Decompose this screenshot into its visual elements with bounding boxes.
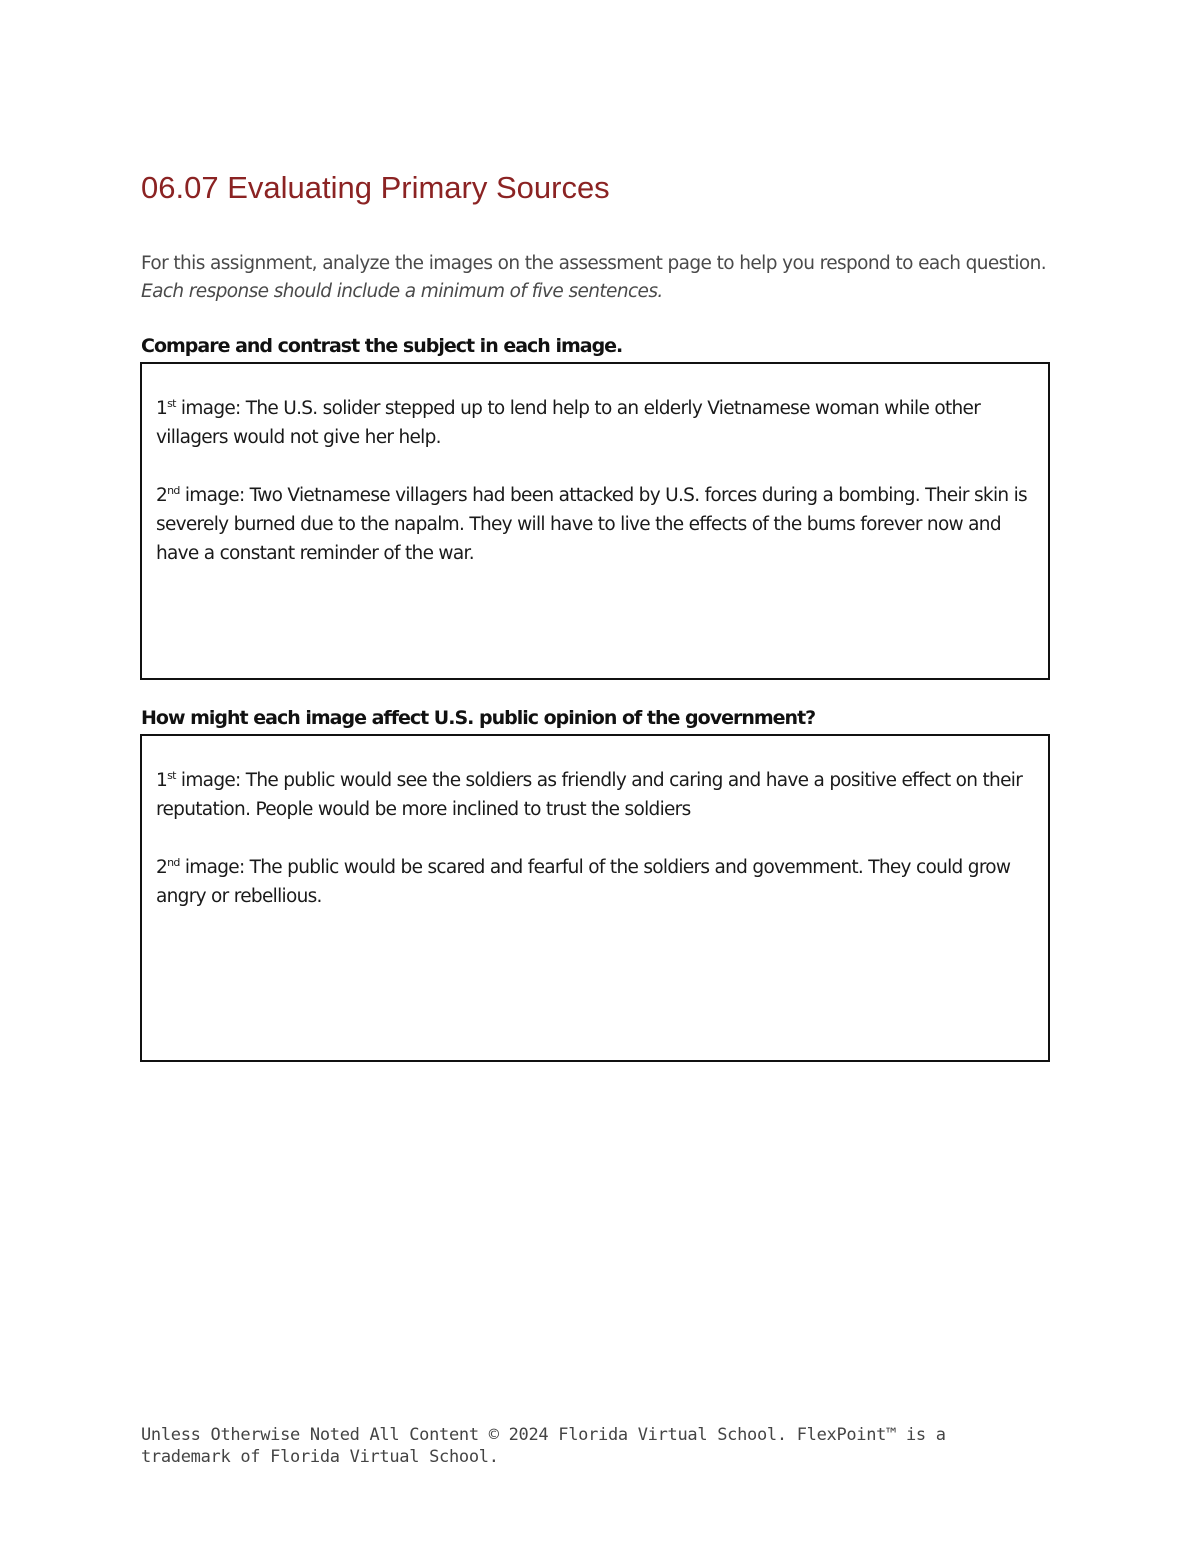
question-1: Compare and contrast the subject in each image. (141, 335, 623, 357)
answer-2-first-image (156, 766, 1034, 824)
answer-text: image: The public would see the soldiers as friendly and caring and have a positive effect on their reputation. People would be more inclined to trust the soldiers (156, 770, 1023, 820)
page-title: 06.07 Evaluating Primary Sources (141, 170, 610, 205)
ordinal-number: 1 (156, 770, 168, 791)
instructions-italic: Each response should include a minimum of five sentences. (141, 281, 663, 302)
ordinal-number: 2 (156, 857, 168, 878)
copyright-footer: Unless Otherwise Noted All Content © 2024 Florida Virtual School. FlexPoint™ is a trademark of Florida Virtual School. (141, 1425, 946, 1467)
instructions (141, 250, 1061, 306)
answer-2-second-image (156, 853, 1034, 911)
answer-box-2 (140, 734, 1050, 1062)
ordinal-suffix: st (167, 768, 176, 782)
ordinal-suffix: st (167, 396, 176, 410)
answer-1-second-image (156, 481, 1034, 568)
answer-text: image: Two Vietnamese villagers had been attacked by U.S. forces during a bombing. Their skin is severely burned due to the napalm. They will have to live the effects of the bums forever now and have a constant reminder of the war. (156, 485, 1027, 564)
ordinal-suffix: nd (167, 483, 180, 497)
ordinal-suffix: nd (167, 855, 180, 869)
question-2: How might each image affect U.S. public opinion of the government? (141, 707, 816, 729)
answer-1-first-image (156, 394, 1034, 452)
answer-text: image: The U.S. solider stepped up to lend help to an elderly Vietnamese woman while other villagers would not give her help. (156, 398, 981, 448)
ordinal-number: 1 (156, 398, 168, 419)
instructions-text: For this assignment, analyze the images on the assessment page to help you respond to each question. (141, 253, 1046, 274)
ordinal-number: 2 (156, 485, 168, 506)
answer-text: image: The public would be scared and fearful of the soldiers and govemment. They could grow angry or rebellious. (156, 857, 1011, 907)
answer-box-1 (140, 362, 1050, 680)
